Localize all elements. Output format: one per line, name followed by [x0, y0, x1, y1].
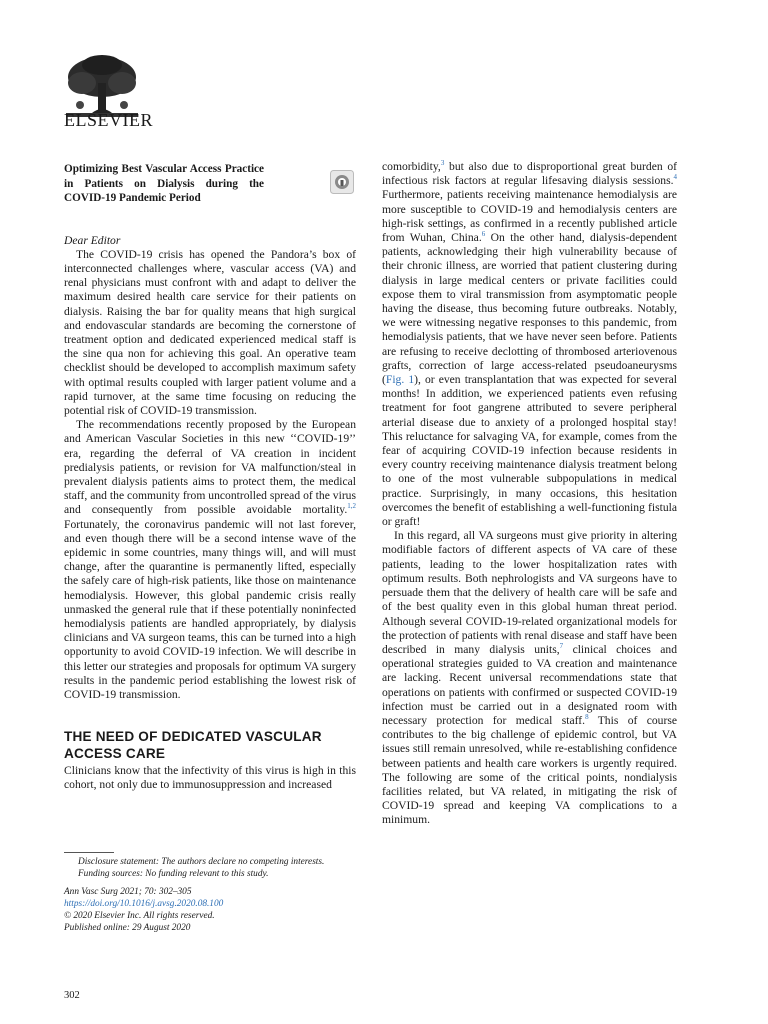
paragraph	[64, 248, 356, 418]
right-body-text	[382, 160, 677, 828]
left-column	[64, 162, 356, 793]
text-run: Fortunately, the coronavirus pandemic will not last forever, and even though there will be a second intense wave of the epidemic in some countries, many things will, and will must change, after the quarantine is permanently lifted, especially the safely care of high-risk patients, like those on maintenance hemodialysis. However, this global pandemic crisis really unmasked the general rule that if these potentially noninfected hemodialysis patients are handled appropriately, by dialysis clinicians and VA surgeon teams, this can be turned into a high opportunity to avoid COVID-19 infection. We will describe in this letter our strategies and proposals for optimum VA surgery results in the pandemic period establishing the lowest risk of COVID-19 transmission.	[64, 517, 356, 701]
journal-citation: Ann Vasc Surg 2021; 70: 302–305	[64, 887, 192, 898]
text-run: The COVID-19 crisis has opened the Pandora’s box of interconnected challenges where, vascular access (VA) and renal physicians must confront with and adapt to deliver the maximum desired health care service for their patients on dialysis. Raising the bar for quality means that high surgical and endovascular standards are becoming the cornerstone of treatment option and dedicated experienced medical staff is the sine qua non for achieving this goal. An operative team checklist should be developed to accomplish maximum safety with optimal results coupled with larger patient volume and a rapid turnover, at the same time focusing on reducing the potential risk of COVID-19 transmission.	[64, 247, 356, 417]
page-number: 302	[64, 990, 80, 1001]
left-body-text	[64, 248, 356, 703]
text-run: On the other hand, dialysis-dependent patients, acknowledging their high vulnerability because of their chronic illness, are worried that patient clustering during dialysis in large medical centers or private facilities could expose them to viral transmission from asymptomatic people having the disease, thus becoming future outbreaks. Notably, we were witnessing negative responses to this pandemic, from hemodialysis patients, that we have never seen before. Patients are refusing to receive declotting of thrombosed arteriovenous grafts, correction of large access-related pseudoaneurysms (	[382, 231, 677, 387]
text-run: comorbidity,	[382, 160, 441, 173]
paragraph	[382, 160, 677, 529]
citation-superscript[interactable]: 1,2	[347, 502, 356, 511]
paragraph	[382, 529, 677, 827]
footnotes	[64, 856, 356, 935]
figure-link[interactable]: Fig. 1	[385, 373, 415, 387]
text-run: This of course contributes to the big challenge of epidemic control, but VA issues still remain unresolved, while re-establishing confidence between patients and health care workers is urgently required. The following are some of the critical points, nondialysis facilities related, but VA related, in mitigating the risk of COVID-19 spread and keeping VA complications to a minimum.	[382, 713, 677, 827]
citation-superscript[interactable]: 3	[440, 159, 445, 168]
text-run: In this regard, all VA surgeons must give priority in altering modifiable factors of different aspects of VA care of these patients, leading to the lower hospitalization rates with optimum results. Both nephrologists and VA surgeons have to persuade them that the delivery of health care will be safe and of the best quality even in this global human threat period. Although several COVID-19-related organizational models for the protection of patients with renal disease and staff have been described in many dialysis units,	[382, 529, 677, 656]
text-run: The recommendations recently proposed by the European and American Vascular Societies in this new ‘‘COVID-19’’ era, regarding the deferral of VA creation in incident predialysis patients, or revision for VA malfunction/steal in prevalent dialysis patients aims to protect them, the medical staff, and the community from uncontrolled spread of the virus and consequently from possible avoidable mortality.	[64, 418, 356, 517]
published-date: Published online: 29 August 2020	[64, 923, 191, 934]
article-metadata	[64, 886, 356, 934]
paragraph	[64, 764, 356, 792]
disclosure-statement: Disclosure statement: The authors declare no competing interests.	[78, 857, 325, 867]
right-column	[382, 160, 677, 828]
doi-link[interactable]: https://doi.org/10.1016/j.avsg.2020.08.100	[64, 899, 224, 910]
text-run: ), or even transplantation that was expected for several months! In addition, we experienced patients even refusing treatment for foot gangrene attributed to severe peripheral arterial disease due to anxiety of a prolonged hospital stay! This reluctance for salvaging VA, for example, comes from the fear of acquiring COVID-19 infection because residents in every country receiving maintenance dialysis treatment belong to one of the most vulnerable subpopulations in medical practice. Surprisingly, in many occasions, this hesitation overcomes the benefit of establishing a well-functioning fistula or graft!	[382, 373, 677, 529]
text-run: but also due to disproportional great burden of infectious risk factors at regular lifesaving dialysis sessions.	[382, 160, 677, 188]
salutation: Dear Editor	[64, 233, 121, 247]
text-run: Furthermore, patients receiving maintenance hemodialysis are more susceptible to COVID-19 and hemodialysis centers are high-risk settings, as confirmed in a recently published article from Wuhan, China.	[382, 188, 677, 245]
text-run: clinical choices and operational strategies guided to VA creation and maintenance are lacking. Recent universal recommendations state that operations on patients with confirmed or suspected COVID-19 infection must be carried out in a designated room with necessary protection for medical staff.	[382, 642, 677, 727]
section-heading: THE NEED OF DEDICATED VASCULAR ACCESS CARE	[64, 729, 322, 762]
paragraph	[64, 418, 356, 702]
article-title: Optimizing Best Vascular Access Practice in Patients on Dialysis during the COVID-19 Pandemic Period	[64, 163, 264, 204]
text-run: Clinicians know that the infectivity of this virus is high in this cohort, not only due to immunosuppression and increased	[64, 764, 356, 792]
publisher-name: ELSEVIER	[64, 110, 153, 130]
citation-superscript[interactable]: 4	[673, 173, 677, 182]
copyright-notice: © 2020 Elsevier Inc. All rights reserved.	[64, 911, 215, 922]
funding-statement: Funding sources: No funding relevant to this study.	[78, 869, 269, 880]
citation-superscript[interactable]: 8	[585, 713, 589, 722]
section-body-text	[64, 764, 356, 792]
citation-superscript[interactable]: 6	[481, 230, 486, 239]
citation-superscript[interactable]: 7	[559, 642, 564, 651]
footnote-divider	[64, 852, 114, 853]
